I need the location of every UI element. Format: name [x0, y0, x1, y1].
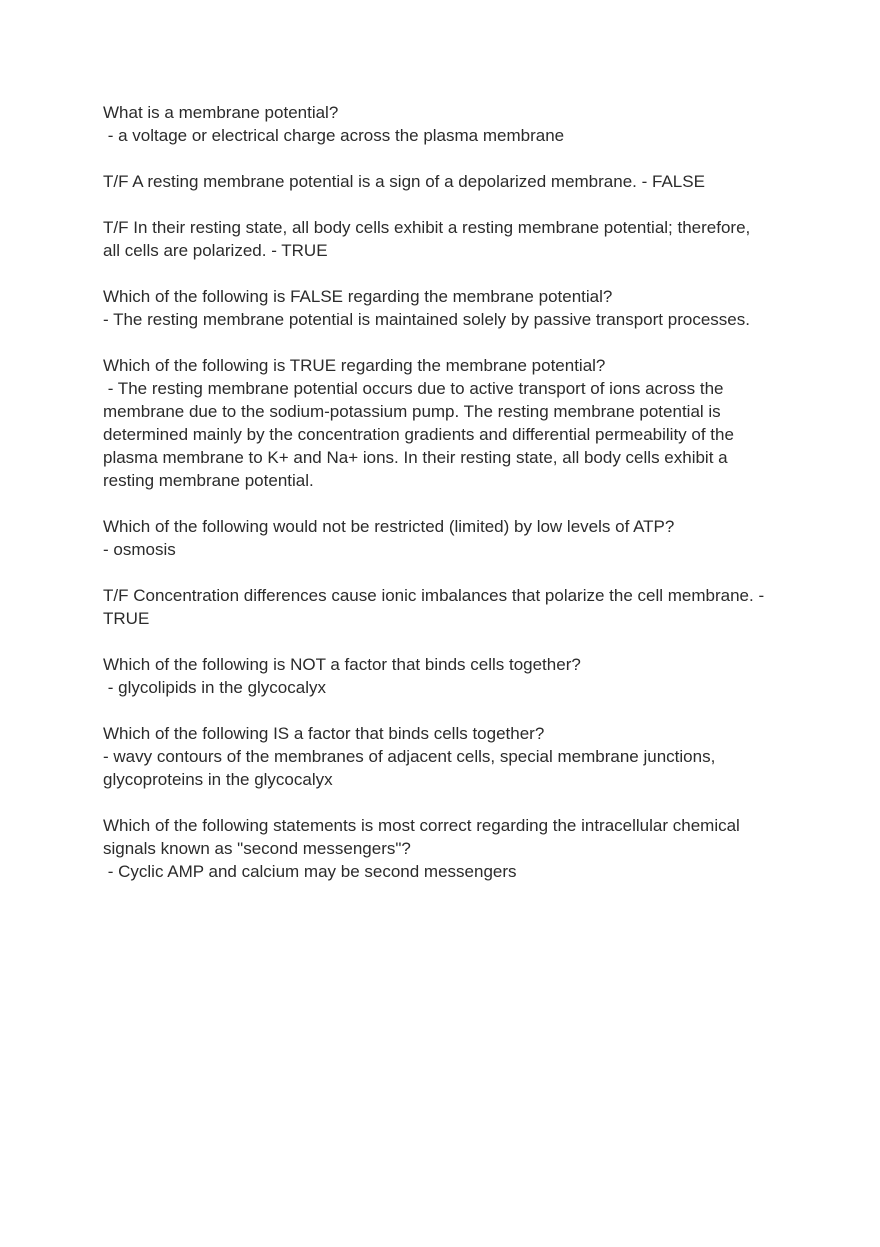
- question-text: all cells are polarized. - TRUE: [103, 241, 328, 260]
- qa-block: [103, 584, 803, 630]
- question-text: Which of the following would not be restricted (limited) by low levels of ATP?: [103, 517, 675, 536]
- document-content: [103, 101, 803, 906]
- question-text: T/F Concentration differences cause ionic imbalances that polarize the cell membrane. -: [103, 586, 765, 605]
- answer-text: glycoproteins in the glycocalyx: [103, 770, 333, 789]
- answer-text: - wavy contours of the membranes of adjacent cells, special membrane junctions,: [103, 747, 716, 766]
- answer-text: determined mainly by the concentration gradients and differential permeability of the: [103, 425, 734, 444]
- answer-text: - The resting membrane potential is maintained solely by passive transport processes.: [103, 310, 750, 329]
- answer-text: TRUE: [103, 609, 150, 628]
- qa-block: [103, 170, 803, 193]
- qa-block: [103, 216, 803, 262]
- answer-text: - Cyclic AMP and calcium may be second messengers: [103, 862, 517, 881]
- qa-block: [103, 722, 803, 791]
- answer-text: - osmosis: [103, 540, 176, 559]
- question-text: signals known as "second messengers"?: [103, 839, 411, 858]
- qa-block: [103, 515, 803, 561]
- answer-text: - glycolipids in the glycocalyx: [103, 678, 326, 697]
- question-text: T/F In their resting state, all body cells exhibit a resting membrane potential; therefore,: [103, 218, 751, 237]
- question-text: Which of the following is TRUE regarding the membrane potential?: [103, 356, 606, 375]
- qa-block: [103, 101, 803, 147]
- answer-text: - a voltage or electrical charge across the plasma membrane: [103, 126, 565, 145]
- question-text: T/F A resting membrane potential is a sign of a depolarized membrane. - FALSE: [103, 172, 705, 191]
- question-text: Which of the following is NOT a factor that binds cells together?: [103, 655, 581, 674]
- question-text: Which of the following IS a factor that binds cells together?: [103, 724, 545, 743]
- qa-block: [103, 814, 803, 883]
- question-text: Which of the following statements is most correct regarding the intracellular chemical: [103, 816, 740, 835]
- qa-block: [103, 354, 803, 492]
- answer-text: membrane due to the sodium-potassium pump. The resting membrane potential is: [103, 402, 721, 421]
- answer-text: plasma membrane to K+ and Na+ ions. In their resting state, all body cells exhibit a: [103, 448, 728, 467]
- answer-text: - The resting membrane potential occurs due to active transport of ions across the: [103, 379, 724, 398]
- question-text: What is a membrane potential?: [103, 103, 339, 122]
- answer-text: resting membrane potential.: [103, 471, 314, 490]
- qa-block: [103, 285, 803, 331]
- qa-block: [103, 653, 803, 699]
- question-text: Which of the following is FALSE regarding the membrane potential?: [103, 287, 613, 306]
